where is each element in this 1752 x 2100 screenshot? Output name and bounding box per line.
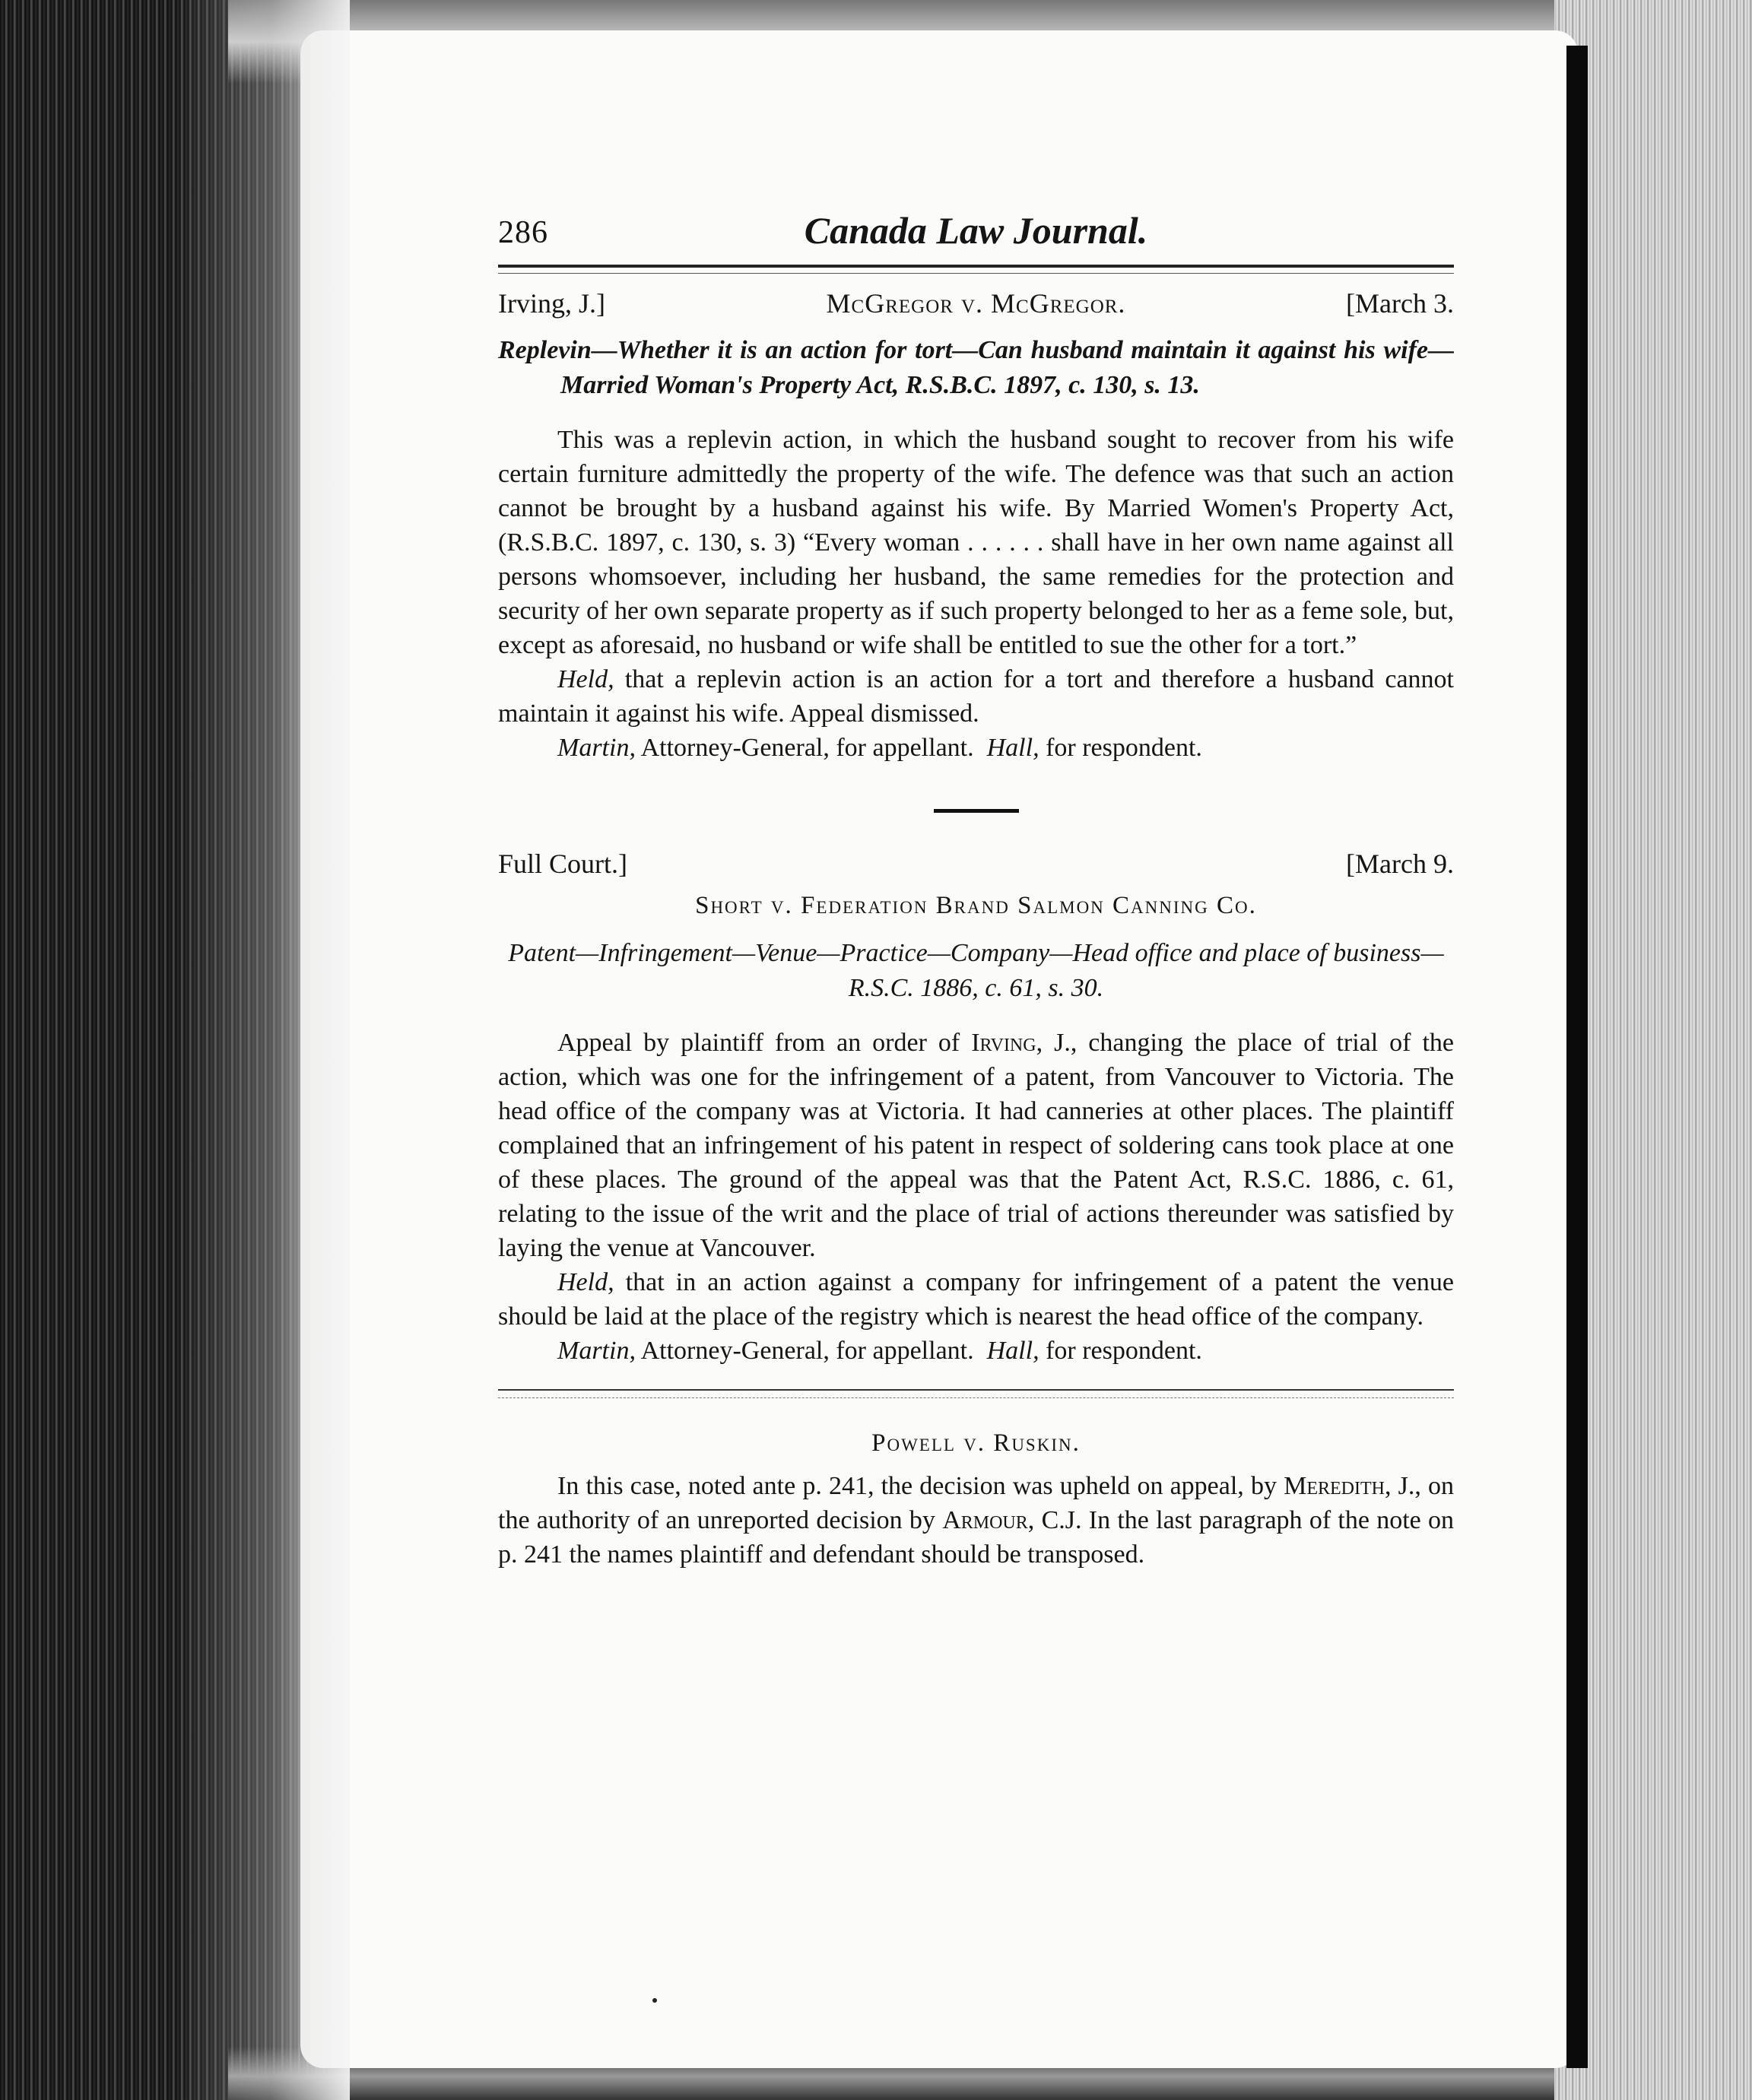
case1-heading [498, 287, 1454, 325]
header-rule [498, 265, 1454, 268]
case2-court: Full Court.] [498, 849, 628, 879]
scan-binding-bar [1566, 46, 1588, 2068]
case1-held [498, 662, 1454, 731]
case2-counsel-appellant-name: Martin, [557, 1337, 636, 1365]
case2-held [498, 1265, 1454, 1334]
case2-held-label: Held, [557, 1268, 614, 1296]
case2-heading [498, 848, 1454, 884]
case2-date: [March 9. [1346, 849, 1454, 879]
case1-held-label: Held, [557, 665, 614, 693]
case2-counsel-respondent-role: for respondent. [1046, 1337, 1202, 1365]
case1-paragraph: This was a replevin action, in which the husband sought to recover from his wife certain furniture admittedly the property of the wife. The defence was that such an action cannot be brought by a husband against his wife. By Married Women's Property Act, (R.S.B.C. 1897, c. 130, s. 3) “Every woman . . . . . . shall have in her own name against all persons whomsoever, including her husband, the same remedies for the protection and security of her own separate property as if such property belonged to her as a feme sole, but, except as aforesaid, no husband or wife shall be entitled to sue the other for a tort.” [498, 426, 1454, 659]
double-rule-top [498, 1389, 1454, 1391]
case3-judge1: Meredith, [1284, 1472, 1392, 1500]
case1-held-text: that a replevin action is an action for a tort and therefore a husband cannot maintain it against his wife. Appeal dismissed. [498, 665, 1455, 728]
case2-held-text: that in an action against a company for infringement of a patent the venue should be laid at the place of the registry which is nearest the head office of the company. [498, 1268, 1454, 1331]
case1-counsel-respondent-name: Hall, [986, 734, 1039, 762]
case1-counsel-appellant-name: Martin, [557, 734, 636, 762]
case3-para-rest: C.J. In the last paragraph of the note on p. 241 the names plaintiff and defendant should be transposed. [498, 1506, 1455, 1569]
case2-counsel-respondent-name: Hall, [986, 1337, 1039, 1365]
case3-para-mid: J., on the authority of an unreported decision by [498, 1472, 1455, 1534]
section-divider [934, 809, 1019, 813]
case1-judge: Irving, J.] [498, 288, 605, 319]
case2-headnote: Patent—Infringement—Venue—Practice—Company—Head office and place of business—R.S.C. 1886, c. 61, s. 30. [508, 939, 1444, 1002]
page-number: 286 [498, 215, 548, 250]
case2-para-prefix: Appeal by plaintiff from an order of [557, 1029, 960, 1057]
case1-date: [March 3. [1346, 288, 1454, 319]
case3-paragraph [498, 1469, 1454, 1572]
case2-paragraph [498, 1026, 1454, 1265]
case1-counsel-respondent-role: for respondent. [1046, 734, 1202, 762]
scan-gutter-shadow [175, 0, 350, 2100]
case3-judge2: Armour, [942, 1506, 1035, 1534]
double-rule-bottom [498, 1397, 1454, 1399]
header-rule-thin [498, 273, 1454, 274]
running-head [498, 199, 1454, 260]
case1-counsel [498, 731, 1454, 765]
case2-counsel [498, 1334, 1454, 1368]
case2-title: Short v. Federation Brand Salmon Canning Co. [695, 892, 1257, 919]
page-content [498, 199, 1454, 1572]
case1-counsel-appellant-role: Attorney-General, for appellant. [640, 734, 974, 762]
section-double-rule [498, 1389, 1454, 1399]
case1-headnote: Replevin—Whether it is an action for tort—Can husband maintain it against his wife—Married Woman's Property Act, R.S.B.C. 1897, c. 130, s. 13. [498, 336, 1454, 399]
case2-counsel-appellant-role: Attorney-General, for appellant. [640, 1337, 974, 1365]
journal-title: Canada Law Journal. [804, 209, 1148, 252]
case1-title: McGregor v. McGregor. [826, 288, 1126, 319]
case2-para-rest: J., changing the place of trial of the action, which was one for the infringement of a patent, from Vancouver to Victoria. The head office of the company was at Victoria. It had canneries at other places. The plaintiff complained that an infringement of his patent in respect of soldering cans took place at one of these places. The ground of the appeal was that the Patent Act, R.S.C. 1886, c. 61, relating to the issue of the writ and the place of trial of actions thereunder was satisfied by laying the venue at Vancouver. [498, 1029, 1455, 1262]
case3-title: Powell v. Ruskin. [871, 1429, 1081, 1457]
case3-para-prefix: In this case, noted ante p. 241, the decision was upheld on appeal, by [557, 1472, 1277, 1500]
scan-speck [652, 1998, 657, 2003]
case2-para-judge: Irving, [971, 1029, 1043, 1057]
